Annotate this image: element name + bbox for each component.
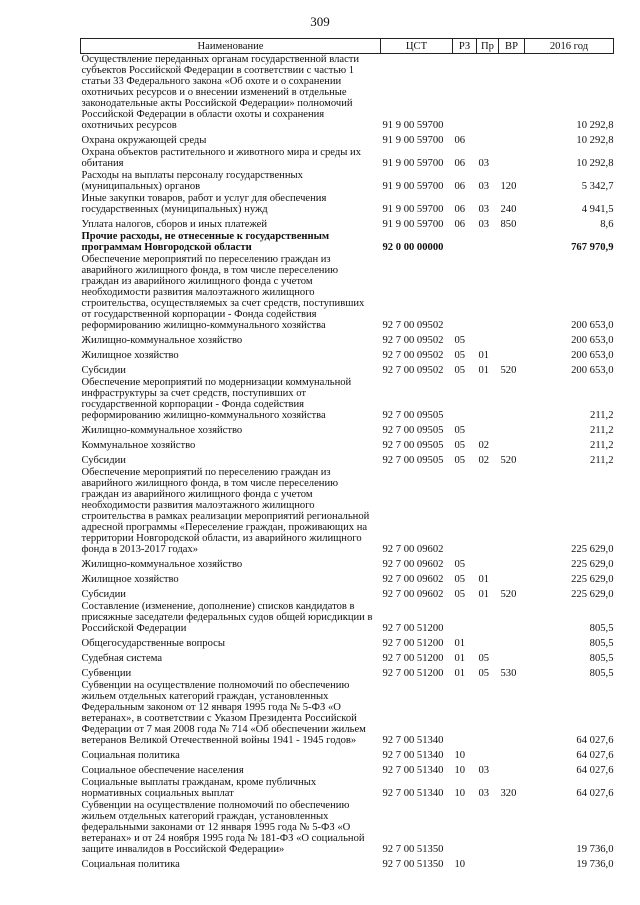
table-row [81, 601, 614, 635]
row-pr: 01 [478, 574, 490, 585]
row-rz: 10 [454, 750, 466, 761]
row-vr [499, 635, 525, 650]
row-cst: 92 7 00 51350 [382, 844, 444, 855]
row-amount: 64 027,6 [576, 765, 614, 776]
row-vr: 850 [500, 219, 517, 230]
row-cst: 91 9 00 59700 [382, 219, 444, 230]
row-pr: 01 [478, 589, 490, 600]
row-cst: 92 7 00 51340 [382, 765, 444, 776]
table-row [81, 452, 614, 467]
row-pr: 03 [478, 158, 490, 169]
row-vr [499, 762, 525, 777]
row-amount: 64 027,6 [576, 735, 614, 746]
header-pr: Пр [477, 39, 499, 54]
table-row [81, 665, 614, 680]
table-row [81, 586, 614, 601]
row-amount: 767 970,9 [571, 242, 614, 253]
row-vr: 520 [500, 455, 517, 466]
row-name: Жилищное хозяйство [81, 574, 179, 585]
row-amount: 10 292,8 [576, 135, 614, 146]
row-vr: 520 [500, 589, 517, 600]
row-pr [477, 747, 499, 762]
row-cst: 91 9 00 59700 [382, 204, 444, 215]
header-vr: ВР [499, 39, 525, 54]
row-amount: 5 342,7 [581, 181, 614, 192]
row-rz: 06 [454, 204, 466, 215]
row-cst: 92 7 00 09505 [382, 440, 444, 451]
row-vr: 320 [500, 788, 517, 799]
table-row [81, 254, 614, 332]
table-row [81, 437, 614, 452]
row-name: Социальная политика [81, 859, 180, 870]
row-pr [477, 467, 499, 556]
row-amount: 19 736,0 [576, 844, 614, 855]
row-rz [453, 601, 477, 635]
header-rz: РЗ [453, 39, 477, 54]
row-vr [499, 747, 525, 762]
row-name: Осуществление переданных органам государственной власти субъектов Российской Федерации в соответствии с частью 1 статьи 33 Федерального закона «Об охоте и о сохранении охотничьих ресурсов и о внесении изменений в отдельные законодательные акты Российской Федерации» полномочий Российской Федерации в области охоты и сохранения охотничьих ресурсов [81, 54, 360, 131]
row-amount: 211,2 [590, 440, 614, 451]
row-cst: 92 7 00 51340 [382, 788, 444, 799]
row-amount: 200 653,0 [571, 365, 614, 376]
row-rz [453, 467, 477, 556]
table-row [81, 762, 614, 777]
table-row [81, 856, 614, 871]
row-pr: 05 [478, 653, 490, 664]
row-pr [477, 422, 499, 437]
row-pr [477, 332, 499, 347]
row-cst: 91 9 00 59700 [382, 120, 444, 131]
row-pr: 03 [478, 204, 490, 215]
row-name: Расходы на выплаты персоналу государственных (муниципальных) органов [81, 170, 303, 192]
row-rz: 05 [454, 335, 466, 346]
row-name: Охрана окружающей среды [81, 135, 207, 146]
row-amount: 200 653,0 [571, 350, 614, 361]
row-cst: 92 7 00 51340 [382, 750, 444, 761]
row-pr [477, 132, 499, 147]
row-amount: 10 292,8 [576, 158, 614, 169]
row-rz: 06 [454, 181, 466, 192]
row-amount: 211,2 [590, 425, 614, 436]
row-pr [477, 54, 499, 133]
row-name: Субсидии [81, 365, 126, 376]
row-rz: 06 [454, 135, 466, 146]
row-cst: 92 7 00 09502 [382, 335, 444, 346]
row-pr [477, 377, 499, 422]
row-cst: 92 7 00 51200 [382, 668, 444, 679]
table-row [81, 170, 614, 193]
row-vr [499, 856, 525, 871]
row-vr: 520 [500, 365, 517, 376]
row-vr [499, 601, 525, 635]
row-name: Социальная политика [81, 750, 180, 761]
row-vr [499, 556, 525, 571]
row-amount: 225 629,0 [571, 559, 614, 570]
row-amount: 805,5 [589, 653, 614, 664]
row-rz [453, 254, 477, 332]
row-vr [499, 147, 525, 170]
row-name: Иные закупки товаров, работ и услуг для обеспечения государственных (муниципальных) нужд [81, 193, 327, 215]
row-cst: 92 7 00 51200 [382, 653, 444, 664]
row-amount: 4 941,5 [581, 204, 614, 215]
row-rz: 01 [454, 653, 466, 664]
row-amount: 225 629,0 [571, 544, 614, 555]
row-pr [477, 231, 499, 254]
row-amount: 211,2 [590, 455, 614, 466]
row-amount: 10 292,8 [576, 120, 614, 131]
row-pr: 02 [478, 455, 490, 466]
table-row [81, 193, 614, 216]
row-amount: 19 736,0 [576, 859, 614, 870]
table-row [81, 377, 614, 422]
table-row [81, 132, 614, 147]
row-name: Субвенции на осуществление полномочий по обеспечению жильем отдельных категорий граждан, установленных Федеральным законом от 12 января 1995 года № 5-ФЗ «О ветеранах», в соответствии с Указом Президента Российской Федерации от 7 мая 2008 года № 714 «Об обеспечении жильем ветеранов Великой Отечественной войны 1941 - 1945 годов» [81, 680, 366, 746]
row-vr [499, 377, 525, 422]
row-amount: 64 027,6 [576, 750, 614, 761]
row-cst: 92 7 00 51340 [382, 735, 444, 746]
row-rz: 05 [454, 574, 466, 585]
row-name: Обеспечение мероприятий по переселению граждан из аварийного жилищного фонда, в том числе переселению граждан из аварийного жилищного фонда с учетом необходимости развития малоэтажного жилищного строительства в рамках реализации мероприятий региональной адресной программы «Переселение граждан, проживающих на территории Новгородской области, из аварийного жилищного фонда в 2013-2017 годах» [81, 467, 370, 555]
row-vr [499, 467, 525, 556]
row-vr [499, 332, 525, 347]
table-row [81, 332, 614, 347]
header-name: Наименование [81, 39, 381, 54]
row-vr [499, 132, 525, 147]
table-row [81, 800, 614, 856]
row-vr: 120 [500, 181, 517, 192]
row-name: Субвенции [81, 668, 132, 679]
row-name: Социальные выплаты гражданам, кроме публичных нормативных социальных выплат [81, 777, 317, 799]
row-vr [499, 422, 525, 437]
row-pr: 03 [478, 788, 490, 799]
row-cst: 91 9 00 59700 [382, 181, 444, 192]
row-name: Жилищно-коммунальное хозяйство [81, 335, 243, 346]
row-rz: 10 [454, 859, 466, 870]
row-vr [499, 680, 525, 747]
row-name: Обеспечение мероприятий по модернизации коммунальной инфраструктуры за счет средств, поступивших от государственной корпорации - Фонда содействия реформированию жилищно-коммунального хозяйства [81, 377, 352, 421]
row-amount: 64 027,6 [576, 788, 614, 799]
row-cst: 92 7 00 09602 [382, 544, 444, 555]
row-pr: 03 [478, 765, 490, 776]
row-rz: 01 [454, 638, 466, 649]
row-amount: 8,6 [600, 219, 614, 230]
row-vr: 240 [500, 204, 517, 215]
page-number: 309 [310, 14, 330, 29]
row-cst: 91 9 00 59700 [382, 158, 444, 169]
row-cst: 92 7 00 09502 [382, 320, 444, 331]
row-rz: 05 [454, 365, 466, 376]
row-pr [477, 680, 499, 747]
row-pr [477, 254, 499, 332]
row-cst: 91 9 00 59700 [382, 135, 444, 146]
row-cst: 92 7 00 09602 [382, 589, 444, 600]
row-pr [477, 800, 499, 856]
row-name: Жилищное хозяйство [81, 350, 179, 361]
row-pr [477, 601, 499, 635]
row-cst: 92 0 00 00000 [382, 242, 444, 253]
row-pr [477, 556, 499, 571]
row-rz: 05 [454, 425, 466, 436]
row-pr: 01 [478, 350, 490, 361]
row-vr [499, 800, 525, 856]
row-pr: 03 [478, 181, 490, 192]
row-rz [453, 231, 477, 254]
row-name: Субвенции на осуществление полномочий по обеспечению жильем отдельных категорий граждан, установленных федеральными законами от 12 января 1995 года № 5-ФЗ «О ветеранах» и от 24 ноября 1995 года № 181-ФЗ «О социальной защите инвалидов в Российской Федерации» [81, 800, 365, 855]
row-name: Жилищно-коммунальное хозяйство [81, 559, 243, 570]
table-header-row [81, 39, 614, 54]
row-vr [499, 231, 525, 254]
row-name: Субсидии [81, 455, 126, 466]
row-cst: 92 7 00 09505 [382, 455, 444, 466]
row-pr [477, 856, 499, 871]
table-row [81, 54, 614, 133]
row-rz [453, 680, 477, 747]
row-vr [499, 347, 525, 362]
row-amount: 805,5 [589, 668, 614, 679]
row-rz: 10 [454, 765, 466, 776]
row-pr: 02 [478, 440, 490, 451]
row-name: Уплата налогов, сборов и иных платежей [81, 219, 268, 230]
table-row [81, 362, 614, 377]
row-cst: 92 7 00 09505 [382, 425, 444, 436]
row-cst: 92 7 00 51200 [382, 638, 444, 649]
row-cst: 92 7 00 09502 [382, 350, 444, 361]
row-rz: 05 [454, 589, 466, 600]
row-name: Общегосударственные вопросы [81, 638, 225, 649]
row-rz [453, 377, 477, 422]
row-amount: 805,5 [589, 623, 614, 634]
row-pr: 05 [478, 668, 490, 679]
table-row [81, 571, 614, 586]
row-rz: 05 [454, 559, 466, 570]
row-amount: 211,2 [590, 410, 614, 421]
row-rz: 06 [454, 158, 466, 169]
row-name: Жилищно-коммунальное хозяйство [81, 425, 243, 436]
row-vr [499, 437, 525, 452]
table-row [81, 680, 614, 747]
table-row [81, 467, 614, 556]
row-rz [453, 800, 477, 856]
header-cst: ЦСТ [381, 39, 453, 54]
budget-table [80, 38, 614, 871]
row-cst: 92 7 00 09602 [382, 559, 444, 570]
row-rz: 05 [454, 455, 466, 466]
table-row [81, 347, 614, 362]
row-rz [453, 54, 477, 133]
row-name: Охрана объектов растительного и животного мира и среды их обитания [81, 147, 361, 169]
row-rz: 05 [454, 350, 466, 361]
table-row [81, 556, 614, 571]
table-row [81, 777, 614, 800]
row-amount: 200 653,0 [571, 335, 614, 346]
row-amount: 225 629,0 [571, 589, 614, 600]
row-name: Коммунальное хозяйство [81, 440, 196, 451]
row-cst: 92 7 00 09602 [382, 574, 444, 585]
table-row [81, 422, 614, 437]
row-rz: 10 [454, 788, 466, 799]
row-name: Обеспечение мероприятий по переселению граждан из аварийного жилищного фонда, в том числе переселению граждан из аварийного жилищного фонда с учетом необходимости развития малоэтажного жилищного строительства, осуществляемых за счет средств, поступивших от государственной корпорации - Фонда содействия реформированию жилищно-коммунального хозяйства [81, 254, 365, 331]
table-row [81, 635, 614, 650]
row-amount: 225 629,0 [571, 574, 614, 585]
row-cst: 92 7 00 51200 [382, 623, 444, 634]
table-row [81, 747, 614, 762]
row-name: Прочие расходы, не отнесенные к государственным программам Новгородской области [81, 231, 330, 253]
table-row [81, 231, 614, 254]
row-name: Судебная система [81, 653, 163, 664]
table-body [81, 54, 614, 872]
row-rz: 01 [454, 668, 466, 679]
row-cst: 92 7 00 51350 [382, 859, 444, 870]
row-pr: 03 [478, 219, 490, 230]
row-name: Составление (изменение, дополнение) списков кандидатов в присяжные заседатели федеральных судов общей юрисдикции в Российской Федерации [81, 601, 373, 634]
table-row [81, 216, 614, 231]
row-name: Социальное обеспечение населения [81, 765, 244, 776]
row-name: Субсидии [81, 589, 126, 600]
row-pr: 01 [478, 365, 490, 376]
row-vr [499, 254, 525, 332]
row-cst: 92 7 00 09505 [382, 410, 444, 421]
row-vr [499, 650, 525, 665]
row-pr [477, 635, 499, 650]
row-vr [499, 571, 525, 586]
row-rz: 06 [454, 219, 466, 230]
row-vr: 530 [500, 668, 517, 679]
row-cst: 92 7 00 09502 [382, 365, 444, 376]
table-row [81, 147, 614, 170]
row-vr [499, 54, 525, 133]
header-year: 2016 год [525, 39, 614, 54]
row-rz: 05 [454, 440, 466, 451]
table-row [81, 650, 614, 665]
row-amount: 200 653,0 [571, 320, 614, 331]
row-amount: 805,5 [589, 638, 614, 649]
